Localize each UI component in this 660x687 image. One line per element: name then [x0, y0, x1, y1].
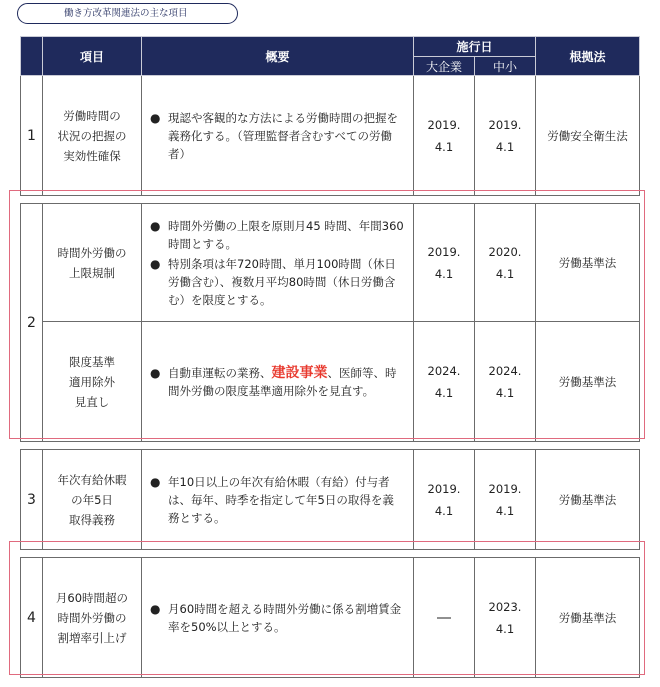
item-cell: [43, 204, 142, 322]
item-line: 見直し: [74, 394, 110, 409]
header-item: 項目: [43, 37, 142, 76]
date-large-cell: [414, 450, 475, 550]
item-line: 実効性確保: [63, 148, 121, 163]
law-cell: 労働基準法: [536, 322, 640, 442]
table-row: [21, 322, 640, 442]
row-number: 2: [21, 204, 43, 442]
date-year: 2019.: [488, 117, 522, 132]
law-cell: 労働基準法: [536, 558, 640, 678]
date-sme-cell: [475, 450, 536, 550]
item-line: 上限規制: [69, 265, 115, 280]
date-sme-cell: [475, 322, 536, 442]
bullet-item: [150, 473, 405, 527]
bullet-text-post: 、医師等、時間外労働の限度基準適用除外を見直す。: [168, 365, 397, 398]
labor-reform-table: [20, 36, 640, 678]
item-line: の年5日: [71, 492, 113, 507]
item-line: 時間外労働の: [57, 245, 127, 260]
date-year: 2024.: [427, 363, 461, 378]
item-line: 適用除外: [69, 374, 115, 389]
date-year: 2020.: [488, 244, 522, 259]
bullet-item: [150, 364, 405, 400]
bullet-text: [168, 364, 405, 400]
bullet-item: [150, 600, 405, 636]
date-large-cell: [414, 322, 475, 442]
item-line: 取得義務: [69, 512, 115, 527]
header-basis-law: 根拠法: [536, 37, 640, 76]
date-day: 4.1: [434, 139, 454, 154]
date-year: 2024.: [488, 363, 522, 378]
item-line: 月60時間超の: [55, 590, 129, 605]
item-line: 年次有給休暇: [57, 472, 127, 487]
date-large-cell: [414, 76, 475, 196]
date-day: 4.1: [495, 266, 515, 281]
date-year: 2019.: [427, 481, 461, 496]
bullet-item: [150, 255, 405, 309]
construction-highlight: 建設事業: [271, 364, 328, 381]
date-day: 4.1: [495, 385, 515, 400]
item-line: 時間外労働の: [57, 610, 127, 625]
item-line: 労働時間の: [63, 108, 121, 123]
date-sme-cell: [475, 76, 536, 196]
bullet-text-pre: 自動車運転の業務、: [168, 365, 272, 380]
row-number: 3: [21, 450, 43, 550]
table-row: [21, 450, 640, 550]
law-cell: 労働基準法: [536, 450, 640, 550]
date-year: 2019.: [427, 244, 461, 259]
date-year: 2019.: [488, 481, 522, 496]
date-large-cell: ―: [414, 558, 475, 678]
header-number: [21, 37, 43, 76]
date-sme-cell: [475, 204, 536, 322]
item-line: 状況の把握の: [57, 128, 127, 143]
date-day: 4.1: [495, 503, 515, 518]
row-number: 1: [21, 76, 43, 196]
law-cell: 労働基準法: [536, 204, 640, 322]
bullet-text: 年10日以上の年次有給休暇（有給）付与者は、毎年、時季を指定して年5日の取得を義務とする。: [168, 474, 394, 525]
bullet-icon: ●: [150, 256, 161, 271]
item-cell: [43, 322, 142, 442]
summary-cell: [142, 322, 414, 442]
bullet-icon: ●: [150, 474, 161, 489]
item-cell: [43, 76, 142, 196]
row-number: 4: [21, 558, 43, 678]
summary-cell: [142, 558, 414, 678]
date-day: 4.1: [434, 266, 454, 281]
bullet-icon: ●: [150, 218, 161, 233]
bullet-text: 時間外労働の上限を原則月45 時間、年間360時間とする。: [168, 218, 404, 251]
header-sme: 中小: [475, 57, 536, 76]
bullet-text: 現認や客観的な方法による労働時間の把握を義務化する。（管理監督者含むすべての労働者）: [168, 110, 398, 161]
date-year: 2019.: [427, 117, 461, 132]
item-cell: [43, 558, 142, 678]
bullet-item: [150, 217, 405, 253]
summary-cell: [142, 76, 414, 196]
date-day: 4.1: [495, 139, 515, 154]
date-year: 2023.: [488, 599, 522, 614]
bullet-text: 月60時間を超える時間外労働に係る割増賃金率を50%以上とする。: [168, 601, 402, 634]
summary-cell: [142, 450, 414, 550]
bullet-icon: ●: [150, 601, 161, 616]
bullet-text: 特別条項は年720時間、単月100時間（休日労働含む）、複数月平均80時間（休日労働含む）を限度とする。: [168, 256, 396, 307]
law-cell: 労働安全衛生法: [536, 76, 640, 196]
date-sme-cell: [475, 558, 536, 678]
summary-cell: [142, 204, 414, 322]
table-row: [21, 204, 640, 322]
header-large-company: 大企業: [414, 57, 475, 76]
table-row: [21, 558, 640, 678]
date-day: 4.1: [495, 621, 515, 636]
bullet-icon: ●: [150, 110, 161, 125]
header-effective-date: 施行日: [414, 37, 536, 57]
bullet-icon: ●: [150, 365, 161, 380]
table-row: [21, 76, 640, 196]
item-cell: [43, 450, 142, 550]
item-line: 限度基準: [69, 354, 115, 369]
date-day: 4.1: [434, 385, 454, 400]
item-line: 割増率引上げ: [57, 630, 127, 645]
header-summary: 概要: [142, 37, 414, 76]
date-large-cell: [414, 204, 475, 322]
bullet-item: [150, 109, 405, 163]
date-day: 4.1: [434, 503, 454, 518]
table-title: 働き方改革関連法の主な項目: [17, 3, 238, 24]
